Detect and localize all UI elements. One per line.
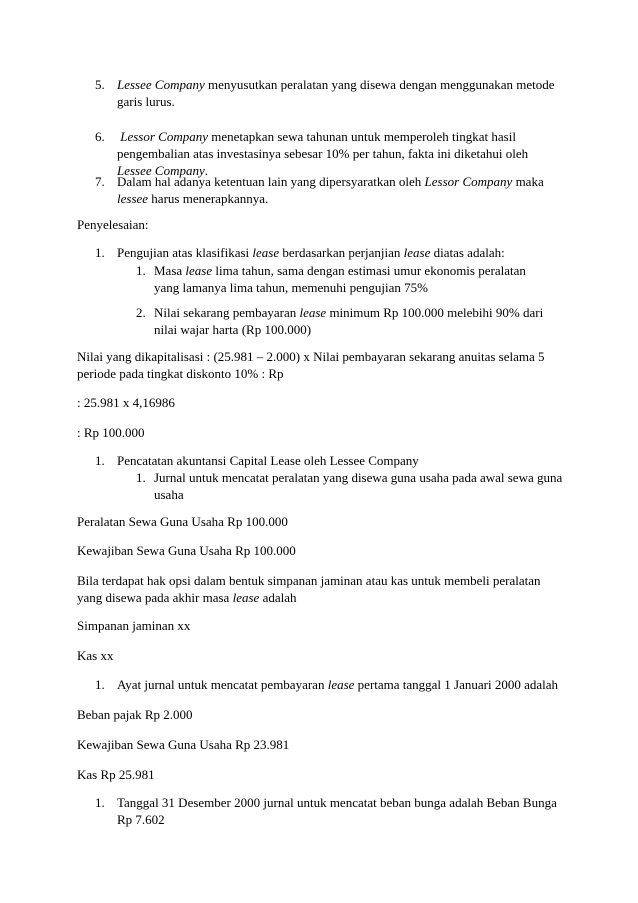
list-text bbox=[117, 76, 567, 110]
text-run: diatas adalah: bbox=[430, 245, 505, 260]
text-run: lima tahun, sama dengan estimasi umur ekonomis peralatan yang lamanya lima tahun, memenuhi pengujian 75% bbox=[154, 263, 526, 295]
text-run: pertama tanggal 1 Januari 2000 adalah bbox=[354, 677, 559, 692]
text-run: minimum Rp 100.000 melebihi 90% dari nilai wajar harta (Rp 100.000) bbox=[154, 305, 544, 337]
journal-line-4: Kas xx bbox=[77, 648, 114, 663]
list-number: 7. bbox=[95, 174, 105, 189]
text-run: Dalam hal adanya ketentuan lain yang dipersyaratkan oleh bbox=[117, 174, 425, 189]
list-text bbox=[117, 676, 587, 693]
section-heading: Penyelesaian: bbox=[77, 217, 149, 232]
list-text: Pencatatan akuntansi Capital Lease oleh Lessee Company bbox=[117, 453, 419, 468]
journal-line-5: Beban pajak Rp 2.000 bbox=[77, 707, 193, 722]
italic-term: lease bbox=[232, 590, 260, 605]
text-run: . bbox=[204, 163, 208, 178]
paragraph-calc-2: : Rp 100.000 bbox=[77, 425, 145, 440]
journal-line-1: Peralatan Sewa Guna Usaha Rp 100.000 bbox=[77, 514, 288, 529]
text-run: harus menerapkannya. bbox=[148, 191, 269, 206]
text-run: menyusutkan peralatan yang disewa dengan menggunakan metode garis lurus. bbox=[117, 77, 555, 109]
list-text bbox=[154, 304, 554, 338]
text-run: Nilai sekarang pembayaran bbox=[154, 305, 300, 320]
paragraph-nilai: Nilai yang dikapitalisasi : (25.981 – 2.000) x Nilai pembayaran sekarang anuitas selama 5 periode pada tingkat diskonto 10% : Rp bbox=[77, 349, 545, 381]
journal-line-2: Kewajiban Sewa Guna Usaha Rp 100.000 bbox=[77, 543, 296, 558]
text-run: maka bbox=[512, 174, 544, 189]
list-text bbox=[117, 244, 577, 261]
list-number: 5. bbox=[95, 77, 105, 92]
list-number: 2. bbox=[136, 305, 146, 320]
text-run: Pengujian atas klasifikasi bbox=[117, 245, 253, 260]
italic-term: lease bbox=[327, 677, 355, 692]
list-text: Tanggal 31 Desember 2000 jurnal untuk mencatat beban bunga adalah Beban Bunga Rp 7.602 bbox=[117, 795, 557, 827]
italic-term: Lessee Company bbox=[117, 77, 205, 92]
text-run: adalah bbox=[259, 590, 297, 605]
list-number: 1. bbox=[136, 263, 146, 278]
text-run: Masa bbox=[154, 263, 186, 278]
list-number: 1. bbox=[95, 677, 105, 692]
italic-term: Lessor Company bbox=[424, 174, 513, 189]
italic-term: lease bbox=[299, 305, 327, 320]
text-run: Bila terdapat hak opsi dalam bentuk simpanan jaminan atau kas untuk membeli peralatan yang disewa pada akhir masa bbox=[77, 573, 541, 605]
italic-term: lessee bbox=[117, 191, 149, 206]
list-number: 1. bbox=[95, 795, 105, 810]
list-text bbox=[117, 128, 557, 179]
italic-term: Lessor Company bbox=[120, 129, 209, 144]
italic-term: lease bbox=[185, 263, 213, 278]
italic-term: lease bbox=[252, 245, 280, 260]
list-number: 1. bbox=[95, 453, 105, 468]
italic-term: Lessee Company bbox=[117, 163, 205, 178]
journal-line-3: Simpanan jaminan xx bbox=[77, 618, 191, 633]
text-run: menetapkan sewa tahunan untuk memperoleh tingkat hasil pengembalian atas investasinya sebesar 10% per tahun, fakta ini diketahui oleh bbox=[117, 129, 529, 161]
journal-line-6: Kewajiban Sewa Guna Usaha Rp 23.981 bbox=[77, 737, 290, 752]
list-number: 1. bbox=[136, 470, 146, 485]
journal-line-7: Kas Rp 25.981 bbox=[77, 767, 155, 782]
list-text: Jurnal untuk mencatat peralatan yang disewa guna usaha pada awal sewa guna usaha bbox=[154, 470, 563, 502]
list-number: 1. bbox=[95, 245, 105, 260]
list-text bbox=[117, 173, 567, 207]
paragraph-bila bbox=[77, 572, 567, 606]
list-number: 6. bbox=[95, 129, 105, 144]
text-run: berdasarkan perjanjian bbox=[279, 245, 404, 260]
text-run: Ayat jurnal untuk mencatat pembayaran bbox=[117, 677, 328, 692]
list-text bbox=[154, 262, 554, 296]
italic-term: lease bbox=[403, 245, 431, 260]
paragraph-calc-1: : 25.981 x 4,16986 bbox=[77, 395, 175, 410]
